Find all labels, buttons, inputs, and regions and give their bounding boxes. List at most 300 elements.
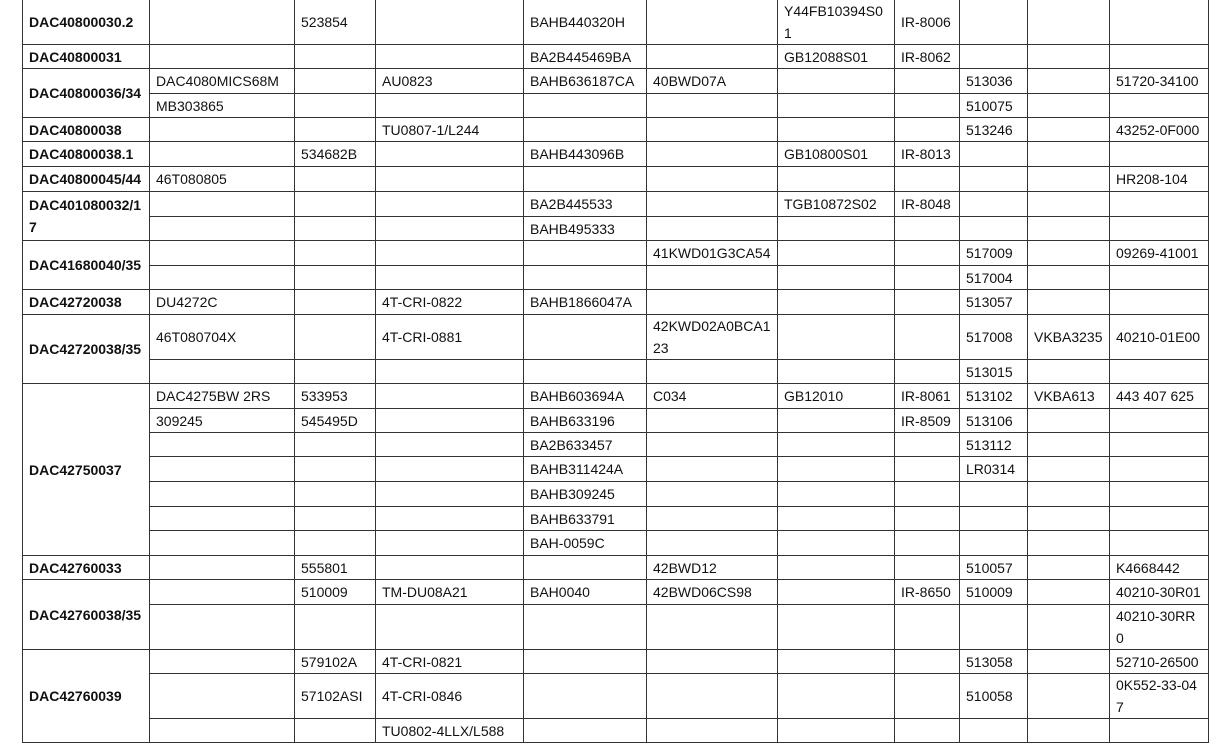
table-cell xyxy=(295,266,376,290)
table-cell xyxy=(1110,433,1209,457)
table-row xyxy=(23,69,1209,94)
table-cell xyxy=(960,45,1028,69)
table-cell xyxy=(778,556,895,580)
table-cell xyxy=(150,118,295,142)
table-row xyxy=(23,507,1209,531)
table-cell: BAHB636187CA xyxy=(524,69,647,94)
table-cell xyxy=(376,507,524,531)
table-cell xyxy=(1028,605,1110,650)
table-cell: DAC4080MICS68M xyxy=(150,69,295,94)
table-cell xyxy=(1028,360,1110,384)
table-row xyxy=(23,719,1209,743)
table-cell xyxy=(647,167,778,192)
table-cell: IR-8061 xyxy=(895,384,960,409)
table-row xyxy=(23,580,1209,605)
table-cell xyxy=(647,0,778,45)
table-cell xyxy=(1028,457,1110,482)
table-cell: 533953 xyxy=(295,384,376,409)
table-cell: 57102ASI xyxy=(295,674,376,719)
table-cell xyxy=(150,674,295,719)
table-cell: BAHB603694A xyxy=(524,384,647,409)
table-cell: IR-8509 xyxy=(895,409,960,433)
table-cell: 4T-CRI-0821 xyxy=(376,650,524,674)
table-cell xyxy=(1110,290,1209,315)
table-cell xyxy=(895,118,960,142)
table-cell: 517004 xyxy=(960,266,1028,290)
table-cell: IR-8650 xyxy=(895,580,960,605)
table-cell xyxy=(376,192,524,217)
table-cell xyxy=(150,482,295,507)
table-cell: BAH0040 xyxy=(524,580,647,605)
table-cell xyxy=(647,605,778,650)
table-cell xyxy=(647,409,778,433)
table-cell xyxy=(895,241,960,266)
table-cell xyxy=(778,531,895,556)
table-cell: BA2B633457 xyxy=(524,433,647,457)
table-cell xyxy=(524,118,647,142)
table-cell: LR0314 xyxy=(960,457,1028,482)
table-cell: 510009 xyxy=(295,580,376,605)
table-cell xyxy=(376,94,524,118)
table-cell xyxy=(960,167,1028,192)
table-cell xyxy=(1110,94,1209,118)
table-cell xyxy=(895,217,960,241)
table-cell xyxy=(1028,0,1110,45)
table-cell xyxy=(295,94,376,118)
table-cell: 513112 xyxy=(960,433,1028,457)
table-cell xyxy=(1028,580,1110,605)
table-cell xyxy=(647,290,778,315)
table-body xyxy=(23,0,1209,743)
table-cell xyxy=(778,507,895,531)
table-cell xyxy=(778,605,895,650)
table-row xyxy=(23,482,1209,507)
table-cell xyxy=(295,360,376,384)
part-number-cell: DAC401080032/17 xyxy=(23,192,150,241)
table-cell xyxy=(376,457,524,482)
table-cell xyxy=(778,457,895,482)
table-cell xyxy=(1110,217,1209,241)
table-row xyxy=(23,433,1209,457)
table-cell xyxy=(150,531,295,556)
table-cell xyxy=(376,45,524,69)
table-cell xyxy=(1028,290,1110,315)
table-cell xyxy=(895,433,960,457)
table-cell xyxy=(647,482,778,507)
table-cell xyxy=(895,556,960,580)
table-cell xyxy=(376,0,524,45)
table-cell xyxy=(895,167,960,192)
table-cell xyxy=(295,315,376,360)
table-cell xyxy=(1110,719,1209,743)
table-cell: 4T-CRI-0881 xyxy=(376,315,524,360)
table-cell xyxy=(376,384,524,409)
table-row xyxy=(23,167,1209,192)
table-row xyxy=(23,118,1209,142)
table-cell xyxy=(150,556,295,580)
table-row xyxy=(23,457,1209,482)
table-row xyxy=(23,266,1209,290)
table-cell xyxy=(960,507,1028,531)
table-cell: 43252-0F000 xyxy=(1110,118,1209,142)
table-cell xyxy=(647,531,778,556)
table-cell xyxy=(778,719,895,743)
table-row xyxy=(23,605,1209,650)
table-cell xyxy=(647,217,778,241)
table-cell xyxy=(524,94,647,118)
table-cell xyxy=(1028,719,1110,743)
table-cell xyxy=(376,556,524,580)
table-cell: 510057 xyxy=(960,556,1028,580)
table-row xyxy=(23,650,1209,674)
table-row xyxy=(23,241,1209,266)
table-cell: DU4272C xyxy=(150,290,295,315)
table-cell: TU0802-4LLX/L588 xyxy=(376,719,524,743)
table-cell: 513057 xyxy=(960,290,1028,315)
table-cell xyxy=(895,266,960,290)
table-cell xyxy=(376,360,524,384)
table-cell: 42BWD12 xyxy=(647,556,778,580)
table-cell xyxy=(960,142,1028,167)
table-cell xyxy=(376,482,524,507)
table-cell: BAHB633196 xyxy=(524,409,647,433)
table-cell xyxy=(778,290,895,315)
table-cell: 42KWD02A0BCA123 xyxy=(647,315,778,360)
table-cell xyxy=(778,217,895,241)
table-cell: 555801 xyxy=(295,556,376,580)
table-cell xyxy=(150,192,295,217)
table-cell xyxy=(778,580,895,605)
table-cell xyxy=(1110,0,1209,45)
table-cell xyxy=(150,142,295,167)
table-cell xyxy=(1028,433,1110,457)
table-cell xyxy=(895,457,960,482)
table-row xyxy=(23,360,1209,384)
table-cell: BAHB495333 xyxy=(524,217,647,241)
table-cell xyxy=(1110,457,1209,482)
table-cell xyxy=(295,167,376,192)
table-cell xyxy=(524,266,647,290)
table-cell xyxy=(1110,266,1209,290)
table-cell xyxy=(1028,266,1110,290)
table-cell xyxy=(895,605,960,650)
table-cell xyxy=(1110,507,1209,531)
table-cell: GB10800S01 xyxy=(778,142,895,167)
table-cell xyxy=(376,142,524,167)
table-cell: 523854 xyxy=(295,0,376,45)
table-cell xyxy=(376,409,524,433)
table-cell: BAHB1866047A xyxy=(524,290,647,315)
table-row xyxy=(23,531,1209,556)
table-cell: 579102A xyxy=(295,650,376,674)
table-cell: 42BWD06CS98 xyxy=(647,580,778,605)
table-cell xyxy=(295,531,376,556)
table-cell xyxy=(295,457,376,482)
table-cell: 513246 xyxy=(960,118,1028,142)
table-cell xyxy=(960,605,1028,650)
table-cell: 41KWD01G3CA54 xyxy=(647,241,778,266)
table-cell xyxy=(1110,360,1209,384)
table-cell xyxy=(1028,45,1110,69)
table-cell: BAH-0059C xyxy=(524,531,647,556)
table-row xyxy=(23,674,1209,719)
part-number-cell: DAC40800030.2 xyxy=(23,0,150,45)
table-cell xyxy=(1028,241,1110,266)
table-cell xyxy=(778,482,895,507)
table-cell xyxy=(150,650,295,674)
table-cell: 510075 xyxy=(960,94,1028,118)
table-cell: 40210-01E00 xyxy=(1110,315,1209,360)
table-cell xyxy=(960,0,1028,45)
table-cell xyxy=(778,266,895,290)
table-row xyxy=(23,315,1209,360)
table-row xyxy=(23,0,1209,45)
table-cell xyxy=(960,192,1028,217)
table-cell xyxy=(895,650,960,674)
table-cell: 517008 xyxy=(960,315,1028,360)
table-cell xyxy=(1028,482,1110,507)
table-cell: 513015 xyxy=(960,360,1028,384)
table-cell xyxy=(647,719,778,743)
table-cell xyxy=(647,457,778,482)
table-cell xyxy=(376,433,524,457)
table-row xyxy=(23,556,1209,580)
table-cell xyxy=(778,94,895,118)
table-cell: 513102 xyxy=(960,384,1028,409)
table-cell xyxy=(647,118,778,142)
table-cell xyxy=(895,360,960,384)
table-cell xyxy=(895,290,960,315)
table-cell: 517009 xyxy=(960,241,1028,266)
table-cell xyxy=(895,315,960,360)
table-cell: 513106 xyxy=(960,409,1028,433)
table-cell xyxy=(895,69,960,94)
table-cell: 513036 xyxy=(960,69,1028,94)
table-cell: 443 407 625 xyxy=(1110,384,1209,409)
table-cell xyxy=(295,507,376,531)
table-cell: Y44FB10394S01 xyxy=(778,0,895,45)
table-cell: 534682B xyxy=(295,142,376,167)
part-number-cell: DAC42760039 xyxy=(23,650,150,743)
table-cell xyxy=(524,360,647,384)
table-cell xyxy=(778,118,895,142)
table-cell xyxy=(647,94,778,118)
table-cell xyxy=(895,674,960,719)
table-cell xyxy=(295,482,376,507)
table-cell xyxy=(895,482,960,507)
table-cell xyxy=(524,719,647,743)
table-cell: TU0807-1/L244 xyxy=(376,118,524,142)
table-row xyxy=(23,192,1209,217)
table-cell xyxy=(1028,142,1110,167)
parts-cross-reference-table xyxy=(22,0,1209,743)
table-cell xyxy=(647,507,778,531)
table-cell xyxy=(1028,217,1110,241)
table-cell xyxy=(524,605,647,650)
part-number-cell: DAC42720038 xyxy=(23,290,150,315)
table-cell: TM-DU08A21 xyxy=(376,580,524,605)
table-cell: VKBA613 xyxy=(1028,384,1110,409)
table-cell xyxy=(1028,409,1110,433)
table-cell: VKBA3235 xyxy=(1028,315,1110,360)
part-number-cell: DAC40800045/44 xyxy=(23,167,150,192)
part-number-cell: DAC42750037 xyxy=(23,384,150,556)
table-cell: MB303865 xyxy=(150,94,295,118)
table-cell xyxy=(960,217,1028,241)
table-cell: IR-8048 xyxy=(895,192,960,217)
table-cell: 4T-CRI-0846 xyxy=(376,674,524,719)
table-cell: AU0823 xyxy=(376,69,524,94)
part-number-cell: DAC42720038/35 xyxy=(23,315,150,384)
table-cell xyxy=(1110,192,1209,217)
table-cell: C034 xyxy=(647,384,778,409)
table-row xyxy=(23,142,1209,167)
table-cell xyxy=(295,605,376,650)
table-cell xyxy=(960,531,1028,556)
table-cell xyxy=(778,360,895,384)
table-cell xyxy=(524,674,647,719)
table-cell: 46T080704X xyxy=(150,315,295,360)
table-cell xyxy=(150,241,295,266)
table-cell: DAC4275BW 2RS xyxy=(150,384,295,409)
table-cell xyxy=(778,650,895,674)
table-cell xyxy=(150,0,295,45)
table-row xyxy=(23,290,1209,315)
table-cell xyxy=(778,241,895,266)
table-cell: 40BWD07A xyxy=(647,69,778,94)
table-cell xyxy=(647,266,778,290)
table-cell xyxy=(150,45,295,69)
table-cell: BA2B445533 xyxy=(524,192,647,217)
table-cell xyxy=(1028,118,1110,142)
table-row xyxy=(23,45,1209,69)
table-cell xyxy=(1028,507,1110,531)
table-cell xyxy=(778,409,895,433)
table-cell xyxy=(1028,650,1110,674)
table-row xyxy=(23,94,1209,118)
table-cell xyxy=(647,142,778,167)
table-cell: BAHB309245 xyxy=(524,482,647,507)
table-cell xyxy=(295,217,376,241)
table-cell xyxy=(150,580,295,605)
table-cell xyxy=(524,650,647,674)
table-cell xyxy=(150,433,295,457)
table-cell xyxy=(778,167,895,192)
table-cell xyxy=(647,674,778,719)
table-cell xyxy=(376,217,524,241)
table-cell xyxy=(778,674,895,719)
table-cell xyxy=(895,507,960,531)
part-number-cell: DAC42760038/35 xyxy=(23,580,150,650)
table-cell xyxy=(295,192,376,217)
table-cell xyxy=(524,241,647,266)
table-cell xyxy=(150,719,295,743)
table-cell xyxy=(295,719,376,743)
table-cell: GB12088S01 xyxy=(778,45,895,69)
table-cell: BAHB443096B xyxy=(524,142,647,167)
table-cell: IR-8006 xyxy=(895,0,960,45)
table-cell xyxy=(778,69,895,94)
table-cell xyxy=(895,531,960,556)
table-cell xyxy=(150,457,295,482)
table-cell xyxy=(895,719,960,743)
table-cell xyxy=(376,531,524,556)
table-cell xyxy=(150,605,295,650)
table-cell xyxy=(376,266,524,290)
table-cell: IR-8013 xyxy=(895,142,960,167)
part-number-cell: DAC40800031 xyxy=(23,45,150,69)
table-cell xyxy=(1110,409,1209,433)
table-cell: HR208-104 xyxy=(1110,167,1209,192)
table-cell xyxy=(295,290,376,315)
table-cell: 40210-30R01 xyxy=(1110,580,1209,605)
table-cell xyxy=(295,433,376,457)
table-cell xyxy=(647,45,778,69)
table-row xyxy=(23,384,1209,409)
part-number-cell: DAC40800038 xyxy=(23,118,150,142)
table-cell xyxy=(647,192,778,217)
table-cell xyxy=(960,719,1028,743)
table-cell xyxy=(376,167,524,192)
table-cell xyxy=(1028,531,1110,556)
table-cell xyxy=(778,433,895,457)
table-cell: 09269-41001 xyxy=(1110,241,1209,266)
part-number-cell: DAC40800038.1 xyxy=(23,142,150,167)
table-cell: 40210-30RR0 xyxy=(1110,605,1209,650)
table-cell xyxy=(1028,674,1110,719)
table-cell: 52710-26500 xyxy=(1110,650,1209,674)
table-cell: 510058 xyxy=(960,674,1028,719)
table-cell: BAHB633791 xyxy=(524,507,647,531)
table-cell: BA2B445469BA xyxy=(524,45,647,69)
table-cell: IR-8062 xyxy=(895,45,960,69)
table-cell: 46T080805 xyxy=(150,167,295,192)
part-number-cell: DAC41680040/35 xyxy=(23,241,150,290)
table-cell: 0K552-33-047 xyxy=(1110,674,1209,719)
table-cell: 309245 xyxy=(150,409,295,433)
table-cell xyxy=(960,482,1028,507)
table-cell xyxy=(895,94,960,118)
table-cell xyxy=(150,360,295,384)
table-cell xyxy=(1028,192,1110,217)
table-cell xyxy=(1028,69,1110,94)
table-cell xyxy=(150,507,295,531)
table-cell xyxy=(647,650,778,674)
table-cell: 545495D xyxy=(295,409,376,433)
part-number-cell: DAC42760033 xyxy=(23,556,150,580)
table-cell: BAHB311424A xyxy=(524,457,647,482)
table-cell xyxy=(1110,142,1209,167)
table-cell xyxy=(647,433,778,457)
part-number-cell: DAC40800036/34 xyxy=(23,69,150,118)
table-cell: TGB10872S02 xyxy=(778,192,895,217)
table-cell xyxy=(376,605,524,650)
table-cell: BAHB440320H xyxy=(524,0,647,45)
table-cell xyxy=(295,45,376,69)
table-cell: 510009 xyxy=(960,580,1028,605)
table-cell: 51720-34100 xyxy=(1110,69,1209,94)
table-cell xyxy=(647,360,778,384)
table-cell xyxy=(150,217,295,241)
table-row xyxy=(23,409,1209,433)
table-row xyxy=(23,217,1209,241)
table-cell: 513058 xyxy=(960,650,1028,674)
table-cell xyxy=(524,556,647,580)
table-cell xyxy=(1110,45,1209,69)
table-cell xyxy=(150,266,295,290)
table-cell xyxy=(376,241,524,266)
table-cell xyxy=(1110,531,1209,556)
